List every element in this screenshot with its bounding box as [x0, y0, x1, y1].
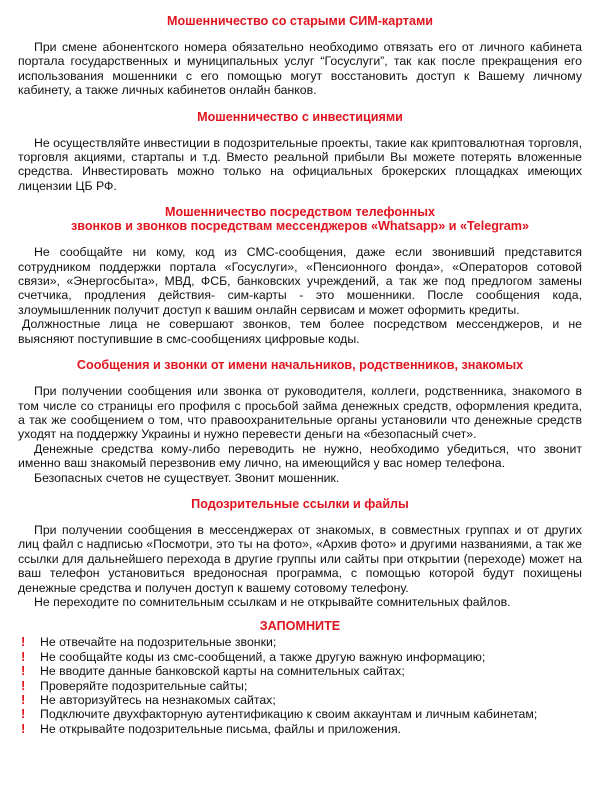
list-item [18, 679, 582, 693]
exclamation-icon: ! [21, 634, 26, 650]
exclamation-icon: ! [21, 663, 26, 679]
section-paragraph: Должностные лица не совершают звонков, тем более посредством мессенджеров, и не выясняют поступившие в смс-сообщениях цифровые коды. [18, 317, 582, 346]
section-paragraph: Денежные средства кому-либо переводить не нужно, необходимо убедиться, что звонит именно ваш знакомый перезвонив ему лично, на имеющийся у вас номер телефона. [18, 441, 582, 471]
section-paragraph: При получении сообщения в мессенджерах от знакомых, в совместных группах и от других лиц файл с надписью «Посмотри, это ты на фото», «Архив фото» и другими названиями, а так же ссылки для дальнейшего перехода в другие группы или сайты при открытии (переходе) может на ваш телефон установиться вредоносная программа, с помощью которой будут похищены денежные средства и получен доступ к вашему сотовому телефону. [18, 522, 582, 595]
exclamation-icon: ! [21, 648, 26, 664]
section-suspicious-links [18, 497, 582, 609]
section-paragraph: Безопасных счетов не существует. Звонит мошенник. [34, 470, 340, 485]
section-paragraph: Не осуществляйте инвестиции в подозрительные проекты, такие как криптовалютная торговля, торговля акциями, стартапы и т.д. Вместо реальной прибыли Вы можете потерять вложенные средства. Инвестировать можно только на официальных брокерских площадках имеющих лицензии ЦБ РФ. [18, 135, 582, 193]
section-investments [18, 110, 582, 194]
remember-list [18, 635, 582, 736]
list-item [18, 635, 582, 649]
list-item-text: Подключите двухфакторную аутентификацию к своим аккаунтам и личным кабинетам; [40, 707, 538, 722]
section-phone-calls [18, 205, 582, 346]
list-item [18, 693, 582, 707]
list-item [18, 664, 582, 678]
section-paragraph: При получении сообщения или звонка от руководителя, коллеги, родственника, знакомого в том числе со страницы его профиля с просьбой займа денежных средств, оформления кредита, а так же сообщением о том, что правоохранительные органы установили что денежные средств уходят на поддержку Украины и нужно перевести деньги на «безопасный счет». [18, 384, 582, 442]
exclamation-icon: ! [21, 706, 26, 722]
exclamation-icon: ! [21, 677, 26, 693]
section-title: Мошенничество с инвестициями [197, 109, 403, 124]
section-paragraph: Не сообщайте ни кому, код из СМС-сообщения, даже если звонивший представится сотрудником поддержки портала «Госуслуги», «Пенсионного фонда», «Операторов сотовой связи», «Энергосбыта», МВД, ФСБ, банковских учреждений, а так же под предлогом замены счетчика, продления действия- сим-карты - это мошенники. После сообщения кода, злоумышленник получит доступ к вашим онлайн сервисам и может оформить кредиты. [18, 245, 582, 317]
remember-title: ЗАПОМНИТЕ [259, 619, 341, 634]
section-title: Мошенничество со старыми СИМ-картами [167, 14, 433, 28]
list-item-text: Не авторизуйтесь на незнакомых сайтах; [40, 693, 276, 707]
section-old-sim-cards [18, 14, 582, 98]
list-item-text: Проверяйте подозрительные сайты; [40, 678, 248, 693]
list-item-text: Не открывайте подозрительные письма, файлы и приложения. [40, 721, 402, 736]
section-title: Сообщения и звонки от имени начальников, родственников, знакомых [76, 358, 524, 373]
remember-section [18, 619, 582, 736]
exclamation-icon: ! [21, 720, 26, 736]
section-title-line2: звонков и звонков посредствам мессенджеров «Whatsapp» и «Telegram» [70, 219, 530, 234]
section-paragraph: При смене абонентского номера обязательно необходимо отвязать его от личного кабинета портала государственных и муниципальных услуг “Госуслуги”, так как после прекращения его использования мошенники с его помощью могут восстановить доступ к Вашему личному кабинету, а также личных кабинетов онлайн банков. [18, 40, 582, 98]
section-title-line1: Мошенничество посредством телефонных [164, 205, 435, 220]
list-item-text: Не отвечайте на подозрительные звонки; [40, 635, 277, 650]
section-messages-from-acquaintances [18, 358, 582, 485]
list-item [18, 722, 582, 736]
list-item-text: Не сообщайте коды из смс-сообщений, а также другую важную информацию; [40, 649, 486, 664]
exclamation-icon: ! [21, 692, 26, 707]
section-title [18, 205, 582, 233]
section-paragraph: Не переходите по сомнительным ссылкам и не открывайте сомнительных файлов. [34, 594, 511, 609]
list-item [18, 650, 582, 664]
list-item-text: Не вводите данные банковской карты на сомнительных сайтах; [40, 664, 405, 679]
section-title: Подозрительные ссылки и файлы [191, 496, 409, 511]
list-item [18, 707, 582, 721]
